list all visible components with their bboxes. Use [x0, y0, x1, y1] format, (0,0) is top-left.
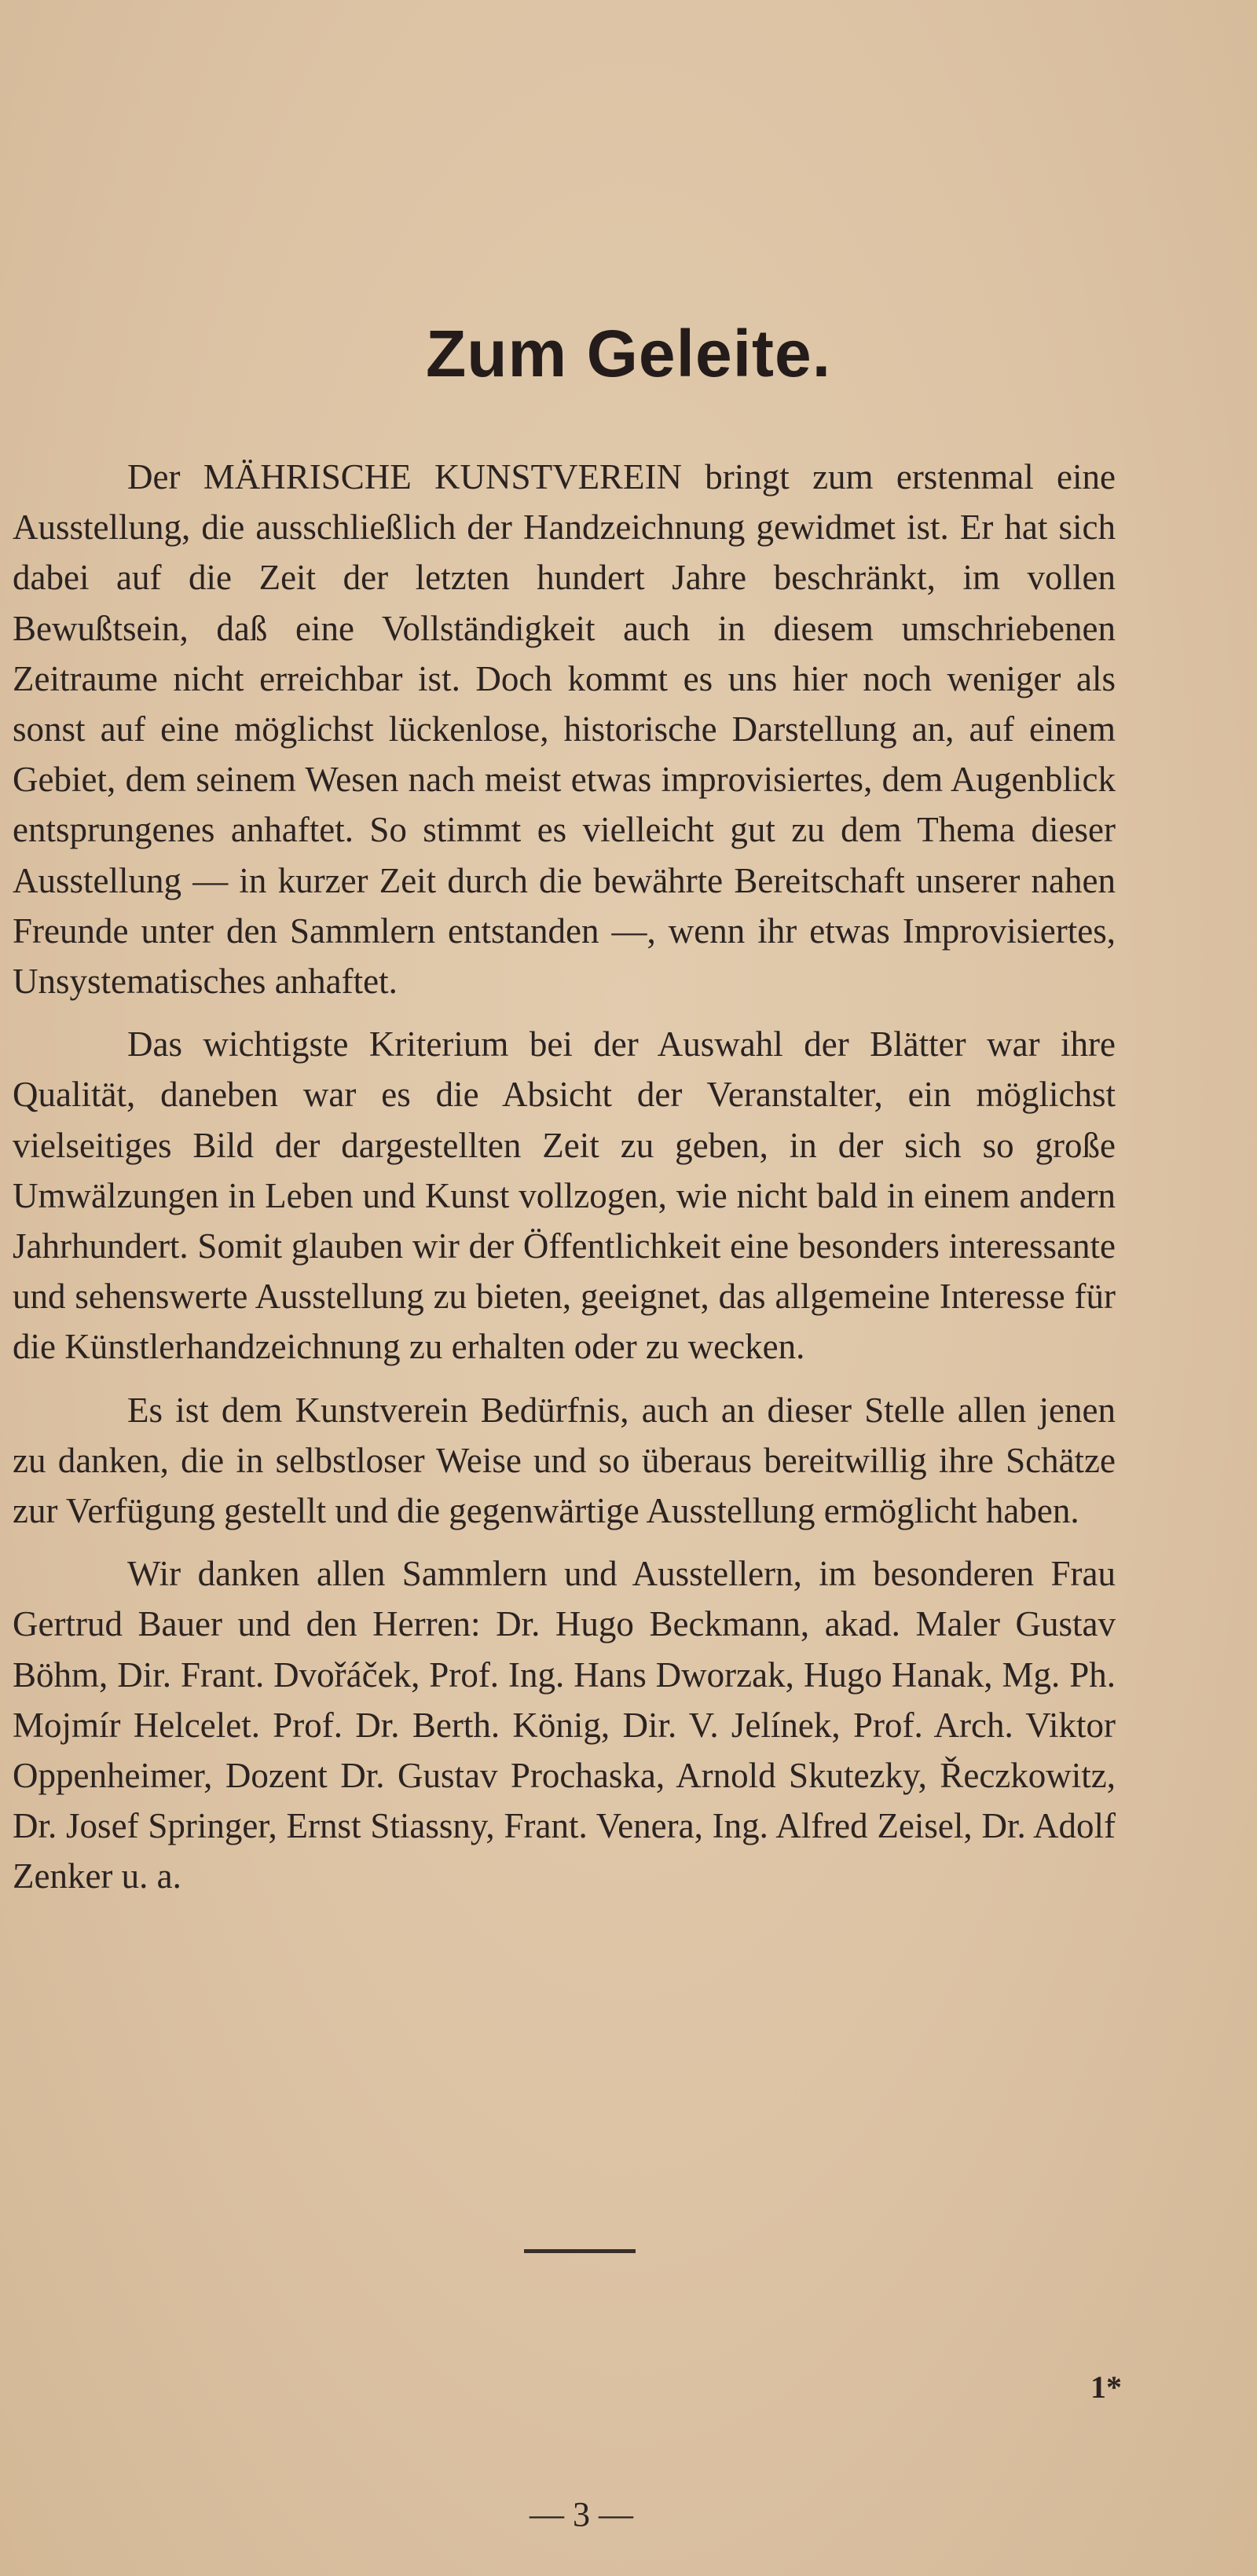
paragraph-thanks: Es ist dem Kunstverein Bedürfnis, auch an dieser Stelle allen jenen zu danken, die in selbstloser Weise und so überaus bereitwillig ihre Schätze zur Verfügung gestellt und die gegenwärtige Ausstellung ermöglicht haben.: [13, 1390, 1116, 1531]
page-title: Zum Geleite.: [425, 317, 832, 390]
paragraph-intro: Der MÄHRISCHE KUNSTVEREIN bringt zum erstenmal eine Ausstellung, die ausschließlich der Handzeichnung gewidmet ist. Er hat sich dabei auf die Zeit der letzten hundert Jahre beschränkt, im vollen Bewußtsein, daß eine Vollständigkeit auch in diesem umschriebenen Zeitraume nicht erreichbar ist. Doch kommt es uns hier noch weniger als sonst auf eine möglichst lückenlose, historische Darstellung an, auf einem Gebiet, dem seinem Wesen nach meist etwas improvisiertes, dem Augenblick entsprungenes anhaftet. So stimmt es vielleicht gut zu dem Thema dieser Ausstellung — in kurzer Zeit durch die bewährte Bereitschaft unserer nahen Freunde unter den Sammlern entstanden —, wenn ihr etwas Improvisiertes, Unsystematisches anhaftet.: [13, 457, 1116, 1002]
signature-mark: 1*: [1090, 2369, 1122, 2405]
section-divider: [524, 2249, 636, 2253]
paragraph-criteria: Das wichtigste Kriterium bei der Auswahl der Blätter war ihre Qualität, daneben war es die Absicht der Veranstalter, ein möglichst vielseitiges Bild der dargestellten Zeit zu geben, in der sich so große Umwälzungen in Leben und Kunst vollzogen, wie nicht bald in einem andern Jahrhundert. Somit glauben wir der Öffentlichkeit eine besonders interessante und sehenswerte Ausstellung zu bieten, geeignet, das allgemeine Interesse für die Künstlerhandzeichnung zu erhalten oder zu wecken.: [13, 1024, 1116, 1367]
paragraph-lenders: Wir danken allen Sammlern und Ausstellern, im besonderen Frau Gertrud Bauer und den Herren: Dr. Hugo Beckmann, akad. Maler Gustav Böhm, Dir. Frant. Dvořáček, Prof. Ing. Hans Dworzak, Hugo Hanak, Mg. Ph. Mojmír Helcelet. Prof. Dr. Berth. König, Dir. V. Jelínek, Prof. Arch. Viktor Oppenheimer, Dozent Dr. Gustav Prochaska, Arnold Skutezky, Řeczkowitz, Dr. Josef Springer, Ernst Stiassny, Frant. Venera, Ing. Alfred Zeisel, Dr. Adolf Zenker u. a.: [13, 1554, 1116, 1896]
body-text: [13, 452, 1116, 1902]
page-number: — 3 —: [530, 2495, 633, 2534]
